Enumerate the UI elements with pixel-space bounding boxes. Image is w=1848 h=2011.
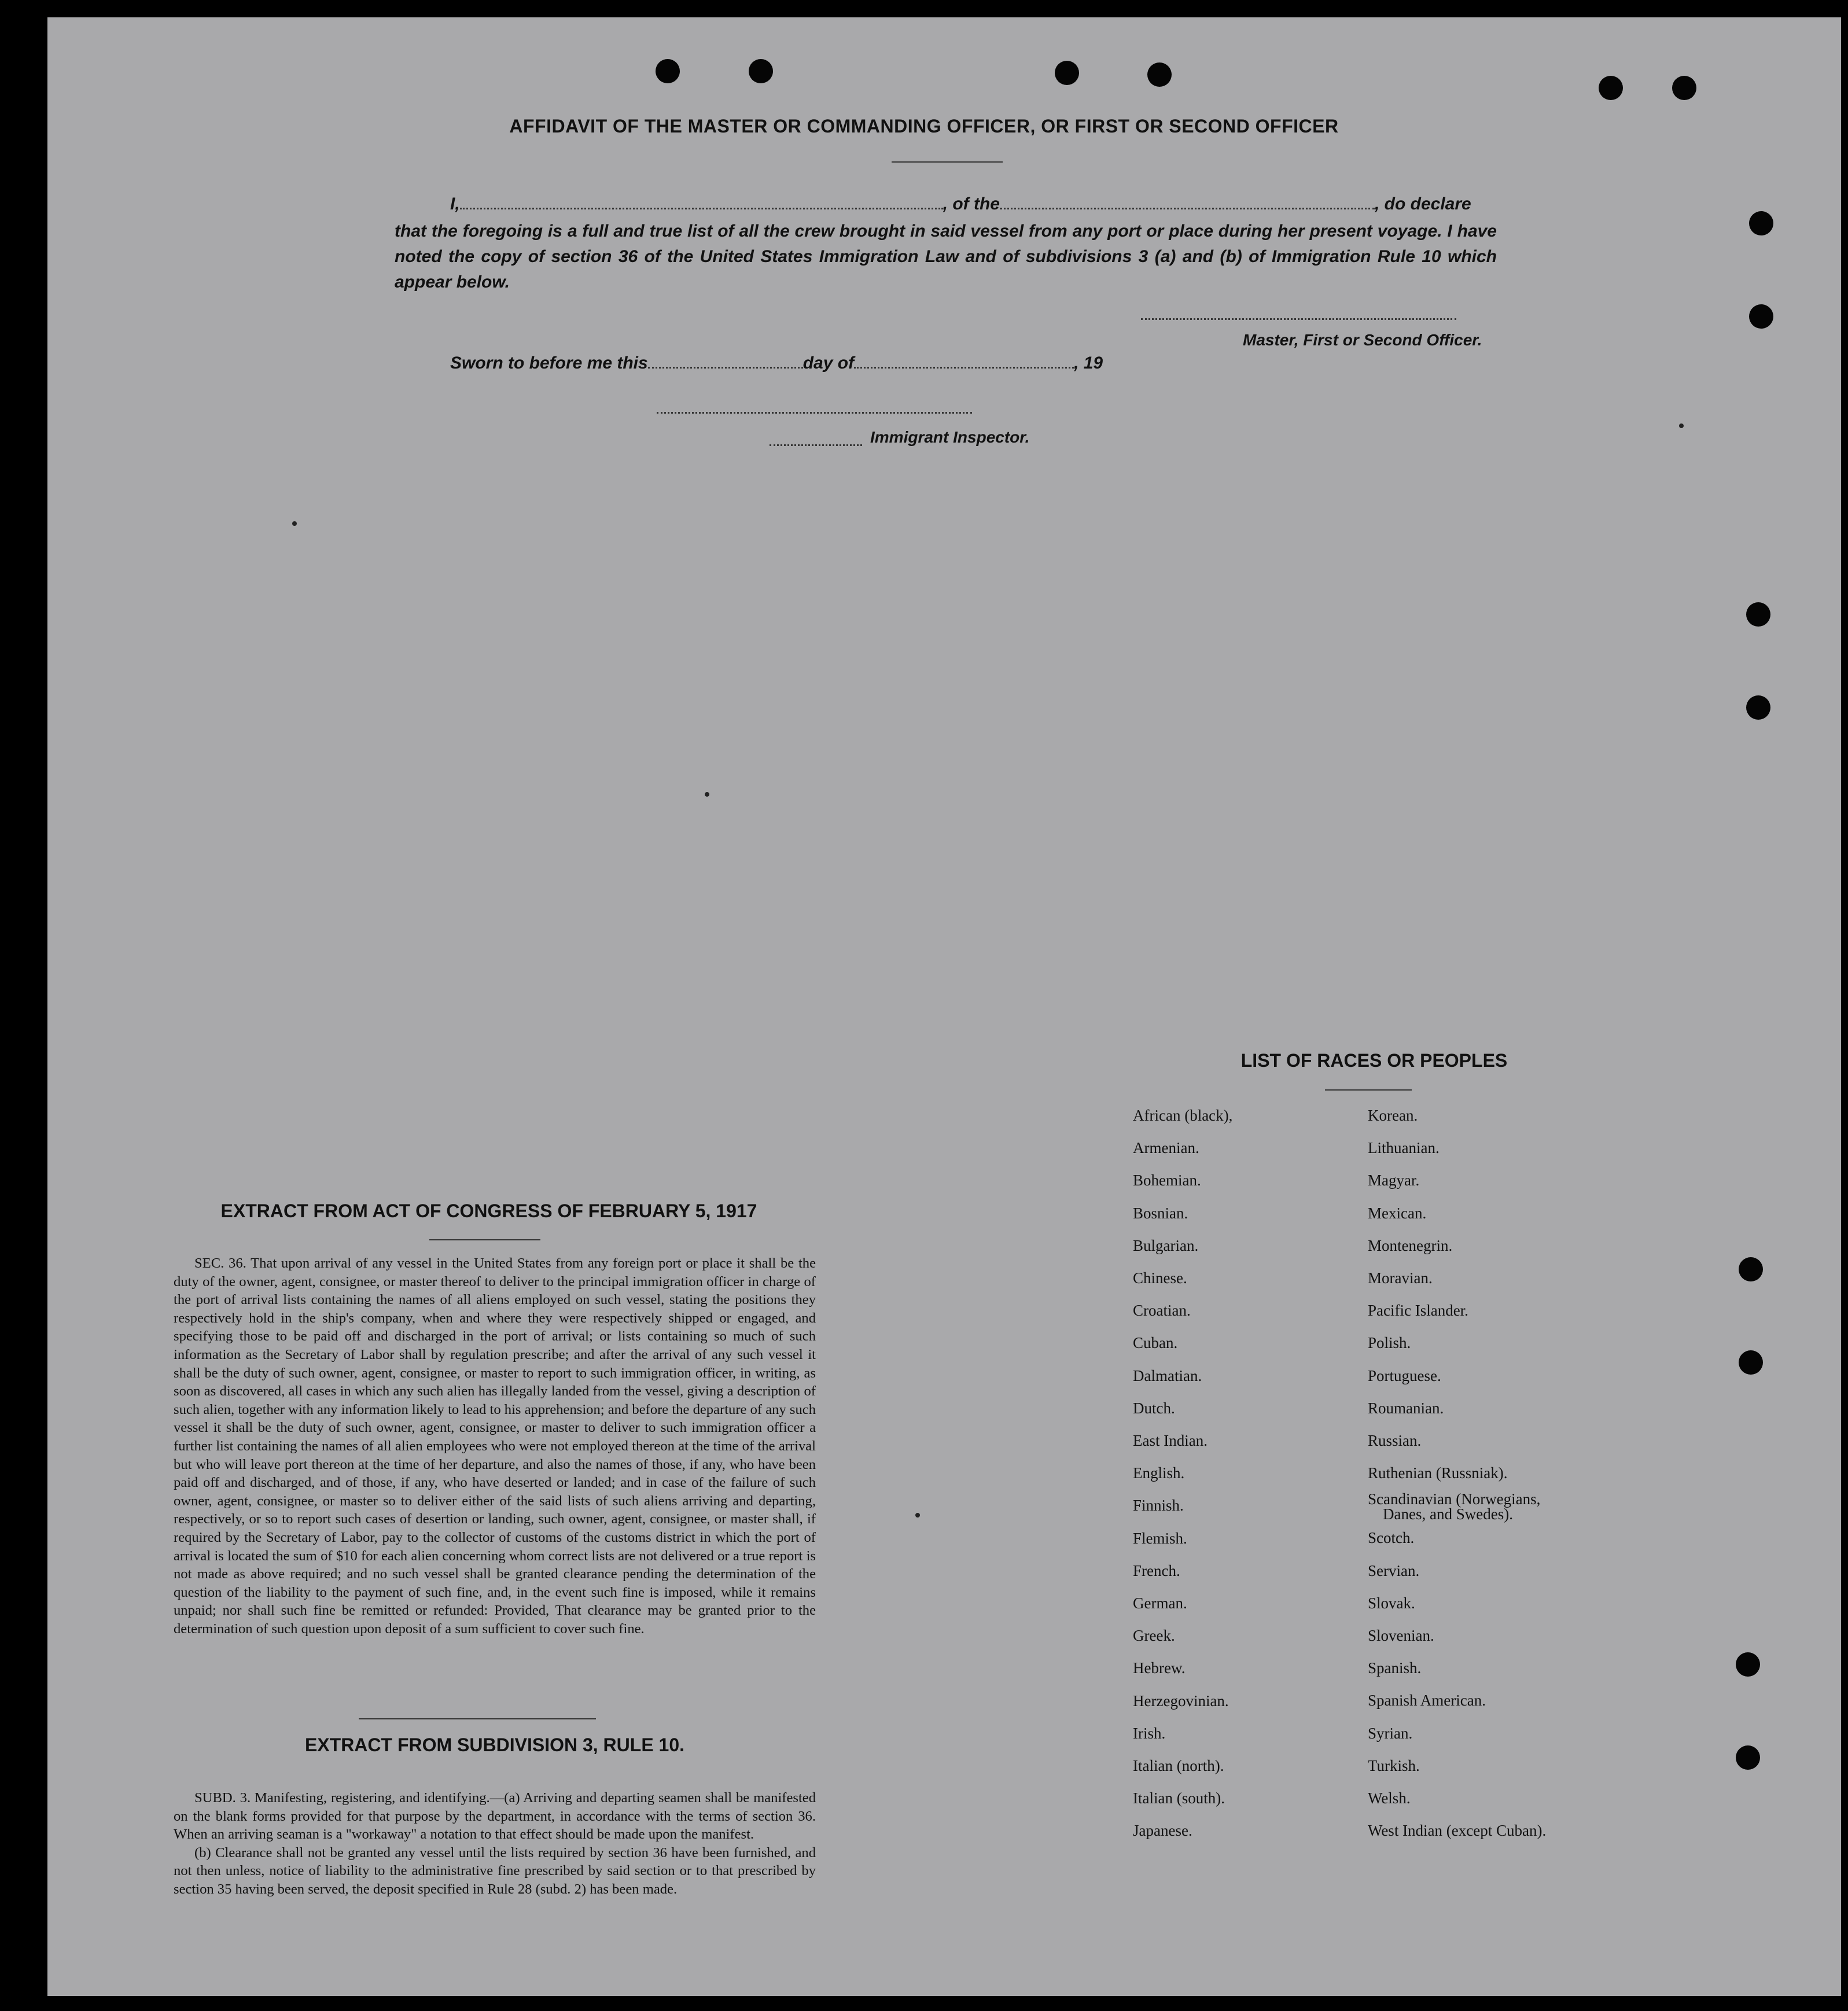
master-signature-line[interactable] (1141, 312, 1456, 320)
race-item: Bulgarian. (1133, 1236, 1199, 1254)
races-column-left (1133, 1099, 1232, 1847)
heading-rule (429, 1239, 540, 1240)
race-item: Scotch. (1368, 1529, 1415, 1547)
year-label: , 19 (1074, 353, 1103, 373)
race-item: Slovenian. (1368, 1627, 1434, 1645)
punch-hole (1739, 1350, 1763, 1375)
race-item: French. (1133, 1561, 1180, 1579)
section-36-paragraph: SEC. 36. That upon arrival of any vessel in the United States from any foreign port or place it shall be the duty of the owner, agent, consignee, or master thereof to deliver to the principal immigration officer in charge of the port of arrival lists containing the names of all aliens employed on such vessel, stating the positions they respectively hold in the ship's company, when and where they were respectively shipped or engaged, and specifying those to be paid off and discharged in the port of arrival; or lists containing so much of such information as the Secretary of Labor shall by regulation prescribe; and after the arrival of any such vessel it shall be the duty of such owner, agent, consignee, or master to report to such immigration officer, in writing, as soon as discovered, all cases in which any such alien has illegally landed from the vessel, giving a description of such alien, together with any information likely to lead to his apprehension; and before the departure of any such vessel it shall be the duty of such owner, agent, consignee, or master to deliver to such immigration officer a further list containing the names of all alien employees who were not employed thereon at the time of the arrival but who will leave port thereon at the time of her departure, and also the names of those, if any, who have been paid off and discharged, and of those, if any, who have deserted or landed; and in case of the failure of such owner, agent, consignee, or master so to deliver either of the said lists of such aliens arriving and departing, respectively, or so to report such cases of desertion or landing, such owner, agent, consignee, or master shall, if required by the Secretary of Labor, pay to the collector of customs of the customs district in which the port of arrival is located the sum of $10 for each alien concerning whom correct lists are not delivered or a true report is not made as above required; and no such vessel shall be granted clearance pending the determination of the question of the liability to the payment of such fine, and, in the event such fine is imposed, while it remains unpaid; nor shall such fine be remitted or refunded: Provided, That clearance may be granted prior to the determination of such question upon deposit of a sum sufficient to cover such fine. (174, 1255, 816, 1637)
ink-speck (1679, 423, 1684, 428)
vessel-name-field[interactable] (1000, 193, 1375, 209)
punch-hole (1736, 1652, 1760, 1677)
punch-hole (749, 59, 773, 83)
race-item: Chinese. (1133, 1269, 1187, 1287)
race-item: Armenian. (1133, 1139, 1199, 1157)
declarant-label: I, (450, 194, 460, 213)
inspector-signature-line[interactable] (657, 406, 972, 414)
punch-hole (1739, 1257, 1763, 1281)
extract-rule-heading: EXTRACT FROM SUBDIVISION 3, RULE 10. (304, 1734, 685, 1755)
race-item: Herzegovinian. (1133, 1692, 1229, 1710)
race-item: Dutch. (1133, 1399, 1175, 1417)
race-item: Irish. (1133, 1724, 1166, 1742)
race-item: Italian (south). (1133, 1789, 1225, 1807)
declarant-name-field[interactable] (460, 193, 943, 209)
sworn-line (450, 352, 1103, 373)
punch-hole (1147, 62, 1172, 87)
race-item: Greek. (1133, 1627, 1175, 1645)
race-item: East Indian. (1133, 1432, 1208, 1450)
punch-hole (1736, 1745, 1760, 1770)
races-heading: LIST OF RACES OR PEOPLES (1240, 1050, 1508, 1071)
races-column-right (1368, 1099, 1546, 1847)
race-item: Korean. (1368, 1107, 1418, 1124)
ink-speck (915, 1513, 920, 1518)
of-the-label: , of the (943, 194, 1000, 213)
subdivision-b-paragraph: (b) Clearance shall not be granted any vessel until the lists required by section 36 have been furnished, and not then unless, notice of liability to the administrative fine prescribed by said section or to that prescribed by section 35 having been served, the deposit specified in Rule 28 (subd. 2) has been made. (174, 1844, 816, 1897)
heading-rule (892, 161, 1003, 163)
race-item: Syrian. (1368, 1724, 1413, 1742)
declaration-line (395, 191, 1497, 217)
punch-hole (1749, 211, 1773, 235)
race-item: Servian. (1368, 1561, 1420, 1579)
race-item: Lithuanian. (1368, 1139, 1440, 1157)
race-item: Italian (north). (1133, 1757, 1224, 1775)
race-item: Welsh. (1368, 1789, 1411, 1807)
race-item: Slovak. (1368, 1594, 1415, 1612)
race-item: Spanish American. (1368, 1692, 1486, 1710)
race-item: Dalmatian. (1133, 1367, 1202, 1384)
race-item: Roumanian. (1368, 1399, 1444, 1417)
race-item-line: Danes, and Swedes). (1383, 1505, 1513, 1523)
race-item: Flemish. (1133, 1529, 1187, 1547)
race-item: Finnish. (1133, 1497, 1184, 1515)
punch-hole (1599, 76, 1623, 100)
heading-rule (1325, 1089, 1412, 1091)
punch-hole (1746, 602, 1770, 627)
race-item: Montenegrin. (1368, 1236, 1453, 1254)
race-item: German. (1133, 1594, 1187, 1612)
punch-hole (1055, 61, 1079, 85)
punch-hole (1746, 695, 1770, 720)
ink-speck (292, 521, 297, 526)
declare-label: , do declare (1375, 194, 1471, 213)
subdivision-a-paragraph: SUBD. 3. Manifesting, registering, and identifying.—(a) Arriving and departing seamen shall be manifested on the blank forms provided for that purpose by the department, in accordance with the terms of section 36. When an arriving seaman is a "workaway" a notation to that effect should be made upon the manifest. (174, 1790, 816, 1843)
rule-10-text (174, 1789, 816, 1899)
race-item: Moravian. (1368, 1269, 1433, 1287)
race-item: Cuban. (1133, 1334, 1178, 1352)
master-signature-caption: Master, First or Second Officer. (1243, 331, 1482, 349)
race-item: West Indian (except Cuban). (1368, 1822, 1547, 1840)
race-item: Bosnian. (1133, 1204, 1188, 1222)
affidavit-heading: AFFIDAVIT OF THE MASTER OR COMMANDING OFFICER, OR FIRST OR SECOND OFFICER (509, 116, 1339, 137)
punch-hole (1672, 76, 1696, 100)
race-item: Spanish. (1368, 1659, 1422, 1677)
punch-hole (1749, 304, 1773, 329)
race-item: Bohemian. (1133, 1172, 1201, 1189)
race-item: Pacific Islander. (1368, 1302, 1468, 1320)
race-item-multiline (1368, 1489, 1546, 1522)
extract-act-heading: EXTRACT FROM ACT OF CONGRESS OF FEBRUARY 5, 1917 (220, 1200, 757, 1221)
race-item: English. (1133, 1464, 1185, 1482)
race-item: Mexican. (1368, 1204, 1427, 1222)
section-36-text (174, 1254, 816, 1638)
race-item: Croatian. (1133, 1302, 1191, 1320)
month-field[interactable] (854, 352, 1074, 369)
ink-speck (705, 792, 709, 797)
inspector-caption: Immigrant Inspector. (870, 428, 1030, 446)
race-item: Russian. (1368, 1432, 1422, 1450)
punch-hole (656, 59, 680, 83)
race-item: Portuguese. (1368, 1367, 1441, 1384)
affidavit-body: that the foregoing is a full and true list of all the crew brought in said vessel from any port or place during her present voyage. I have noted the copy of section 36 of the United States Immigration Law and of subdivisions 3 (a) and (b) of Immigration Rule 10 which appear below. (395, 222, 1497, 292)
race-item-line: Scandinavian (Norwegians, (1368, 1490, 1541, 1508)
race-item: Turkish. (1368, 1756, 1420, 1774)
race-item: Hebrew. (1133, 1659, 1186, 1677)
race-item: Japanese. (1133, 1822, 1192, 1840)
race-item: Ruthenian (Russniak). (1368, 1464, 1508, 1482)
race-item: Magyar. (1368, 1172, 1420, 1189)
inspector-signature-subline (770, 437, 862, 446)
document-page (47, 17, 1841, 1996)
day-of-label: day of (802, 353, 855, 373)
section-divider (359, 1718, 596, 1719)
race-item: Polish. (1368, 1334, 1411, 1352)
day-field[interactable] (648, 352, 803, 369)
race-item: African (black), (1133, 1107, 1233, 1124)
sworn-label: Sworn to before me this (450, 353, 648, 373)
